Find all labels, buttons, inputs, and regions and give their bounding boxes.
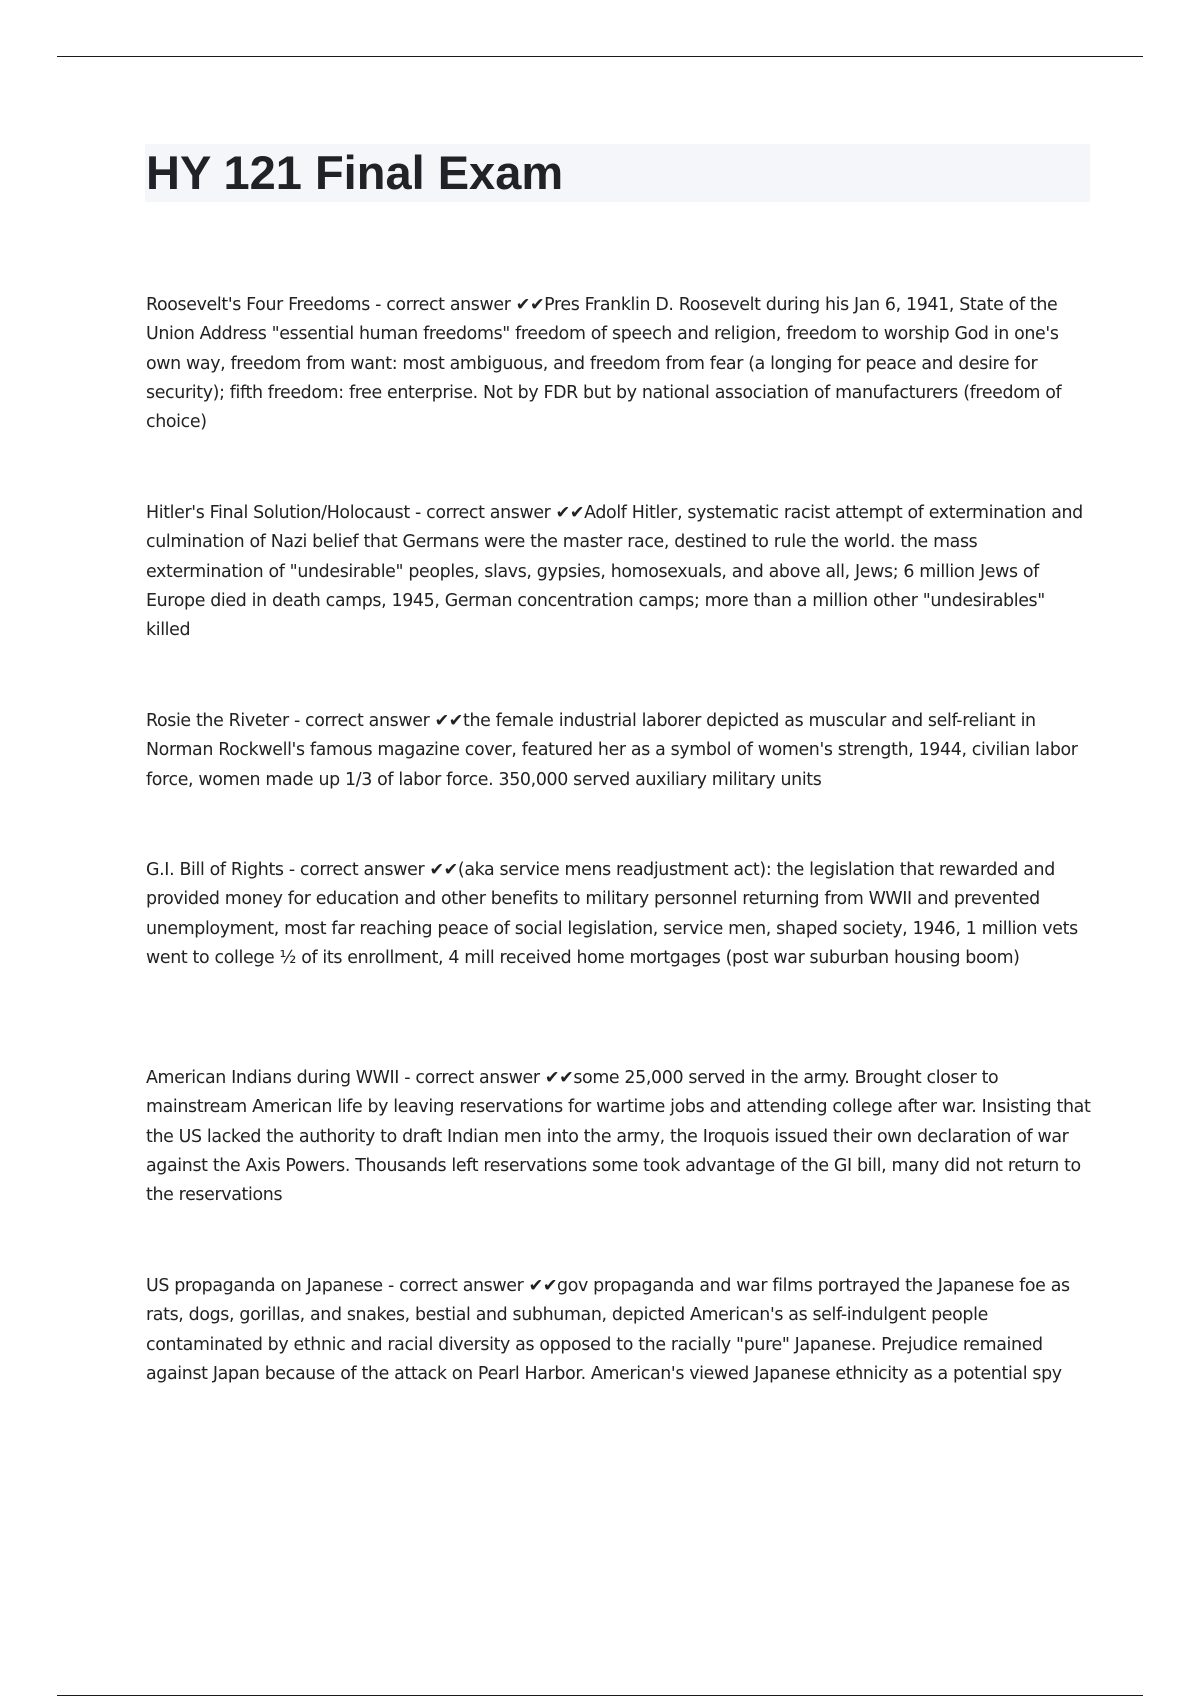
entry-answer: some 25,000 served in the army. Brought closer to mainstream American life by leaving reservations for wartime jobs and attending college after war. Insisting that the US lacked the authority to draft Indian men into the army, the Iroquois issued their own declaration of war against the Axis Powers. Thousands left reservations some took advantage of the GI bill, many did not return to the reservations [146, 1068, 1091, 1206]
entry-answer: the female industrial laborer depicted as muscular and self-reliant in Norman Rockwell's famous magazine cover, featured her as a symbol of women's strength, 1944, civilian labor force, women made up 1/3 of labor force. 350,000 served auxiliary military units [146, 711, 1078, 790]
flashcard-entry-final-solution [146, 499, 1091, 645]
check-marks-icon: ✔✔ [429, 711, 464, 731]
entry-answer: Adolf Hitler, systematic racist attempt of extermination and culmination of Nazi belief that Germans were the master race, destined to rule the world. the mass extermination of "undesirable" peoples, slavs, gypsies, homosexuals, and above all, Jews; 6 million Jews of Europe died in death camps, 1945, German concentration camps; more than a million other "undesirables" killed [146, 503, 1083, 641]
entry-separator: - [382, 1276, 400, 1296]
entry-answer-label: correct answer [426, 503, 551, 523]
flashcard-entry-rosie-the-riveter [146, 707, 1091, 795]
entry-answer-label: correct answer [415, 1068, 540, 1088]
flashcard-entry-gi-bill [146, 856, 1091, 973]
entry-separator: - [369, 295, 387, 315]
entry-term: G.I. Bill of Rights [146, 860, 284, 880]
entry-term: American Indians during WWII [146, 1068, 400, 1088]
check-marks-icon: ✔✔ [510, 295, 545, 315]
entry-answer: gov propaganda and war films portrayed the Japanese foe as rats, dogs, gorillas, and snakes, bestial and subhuman, depicted American's as self-indulgent people contaminated by ethnic and racial diversity as opposed to the racially "pure" Japanese. Prejudice remained against Japan because of the attack on Pearl Harbor. American's viewed Japanese ethnicity as a potential spy [146, 1276, 1070, 1384]
check-marks-icon: ✔✔ [424, 860, 458, 880]
entry-separator: - [399, 1068, 416, 1088]
entry-answer-label: correct answer [399, 1276, 524, 1296]
entry-term: US propaganda on Japanese [146, 1276, 383, 1296]
entry-answer: (aka service mens readjustment act): the legislation that rewarded and provided money for education and other benefits to military personnel returning from WWII and prevented unemployment, most far reaching peace of social legislation, service men, shaped society, 1946, 1 million vets went to college ½ of its enrollment, 4 mill received home mortgages (post war suburban housing boom) [146, 860, 1078, 968]
flashcard-entry-four-freedoms [146, 291, 1091, 437]
entry-term: Hitler's Final Solution/Holocaust [146, 503, 410, 523]
entry-term: Rosie the Riveter [146, 711, 289, 731]
page-title: HY 121 Final Exam [146, 146, 564, 199]
entry-answer-label: correct answer [299, 860, 425, 880]
entry-term: Roosevelt's Four Freedoms [146, 295, 370, 315]
entry-answer-label: correct answer [305, 711, 430, 731]
entry-separator: - [283, 860, 300, 880]
check-marks-icon: ✔✔ [539, 1068, 574, 1088]
entry-separator: - [409, 503, 427, 523]
entry-separator: - [288, 711, 306, 731]
check-marks-icon: ✔✔ [523, 1276, 558, 1296]
entry-answer-label: correct answer [386, 295, 511, 315]
bottom-divider [57, 1695, 1143, 1696]
entry-answer: Pres Franklin D. Roosevelt during his Jan 6, 1941, State of the Union Address "essential human freedoms" freedom of speech and religion, freedom to worship God in one's own way, freedom from want: most ambiguous, and freedom from fear (a longing for peace and desire for security); fifth freedom: free enterprise. Not by FDR but by national association of manufacturers (freedom of choice) [146, 295, 1062, 433]
flashcard-entry-us-propaganda [146, 1272, 1091, 1389]
top-divider [57, 56, 1143, 57]
check-marks-icon: ✔✔ [550, 503, 585, 523]
flashcard-entry-american-indians [146, 1064, 1091, 1210]
